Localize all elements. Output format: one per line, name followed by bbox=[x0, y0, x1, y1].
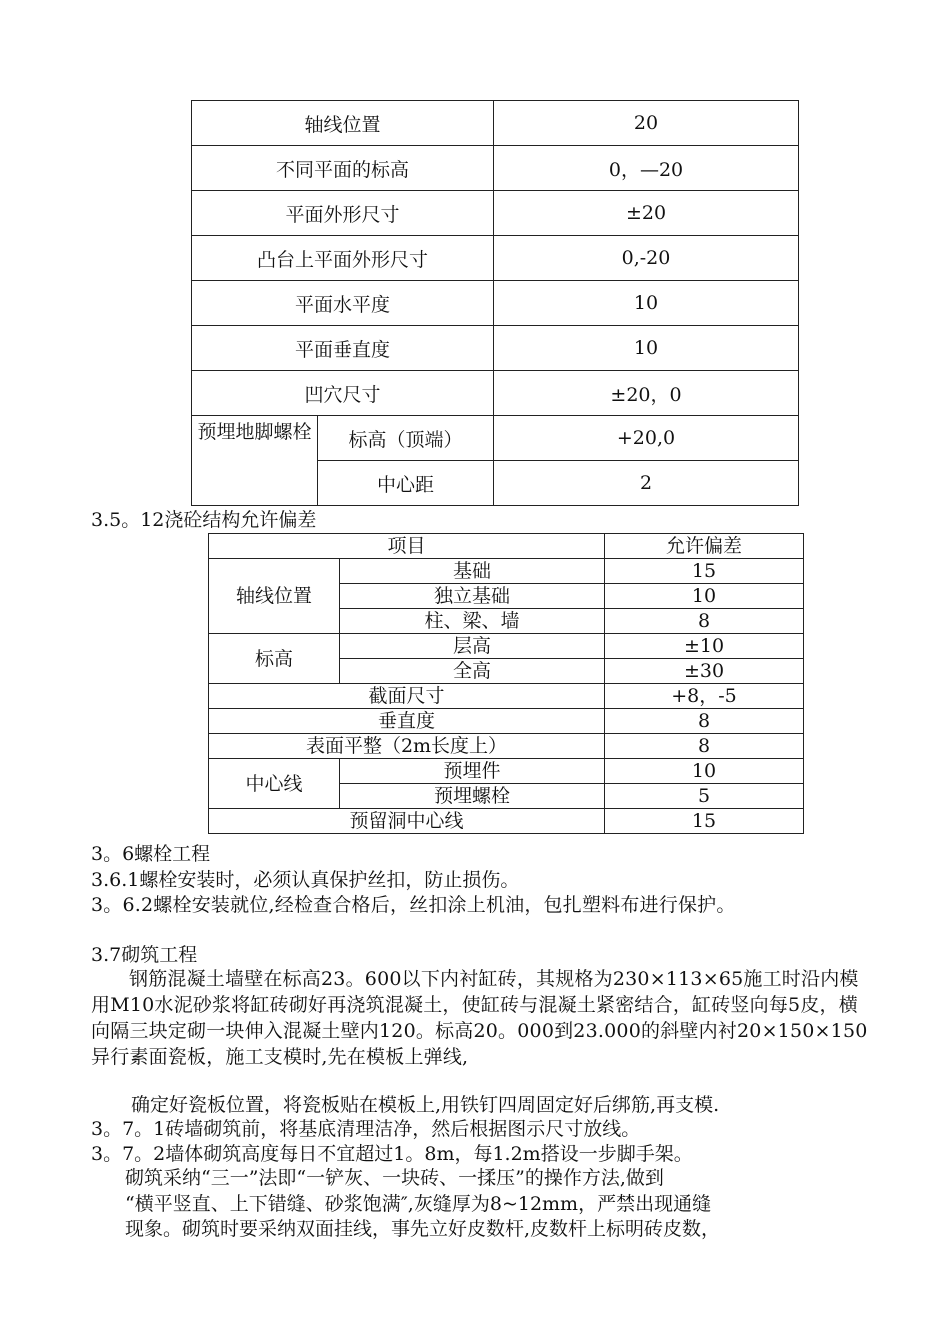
table-row bbox=[192, 416, 799, 461]
table-cell: 独立基础 bbox=[340, 584, 605, 609]
table-row bbox=[192, 146, 799, 191]
table-row bbox=[192, 101, 799, 146]
table-cell: 10 bbox=[494, 281, 799, 326]
paragraph: 3。7。1砖墙砌筑前，将基底清理洁净，然后根据图示尺寸放线。 bbox=[91, 1118, 641, 1140]
table-group-cell: 中心线 bbox=[209, 759, 340, 809]
table-cell: 10 bbox=[605, 584, 804, 609]
table-cell: 10 bbox=[605, 759, 804, 784]
table-cell: 8 bbox=[605, 609, 804, 634]
table-cell: 10 bbox=[494, 326, 799, 371]
table-cell: 20 bbox=[494, 101, 799, 146]
table-row bbox=[209, 734, 804, 759]
table-row bbox=[192, 326, 799, 371]
table-cell: 预埋螺栓 bbox=[340, 784, 605, 809]
table-cell: 8 bbox=[605, 709, 804, 734]
table-cell: 15 bbox=[605, 809, 804, 834]
table-cell: 平面垂直度 bbox=[192, 326, 494, 371]
table-cell: 8 bbox=[605, 734, 804, 759]
table-cell: 柱、梁、墙 bbox=[340, 609, 605, 634]
table-row bbox=[192, 191, 799, 236]
table-cell: 平面外形尺寸 bbox=[192, 191, 494, 236]
table-cell: 2 bbox=[494, 461, 799, 506]
table-row bbox=[209, 759, 804, 784]
table-cell: 平面水平度 bbox=[192, 281, 494, 326]
table-cell: 层高 bbox=[340, 634, 605, 659]
table-cell: 轴线位置 bbox=[192, 101, 494, 146]
table-group-cell: 轴线位置 bbox=[209, 559, 340, 634]
paragraph: 3。7。2墙体砌筑高度每日不宜超过1。8m，每1.2m搭设一步脚手架。 bbox=[91, 1143, 693, 1165]
table-cell: 表面平整（2m长度上） bbox=[209, 734, 605, 759]
concrete-tolerance-table bbox=[208, 533, 804, 834]
table-cell: 标高（顶端） bbox=[318, 416, 494, 461]
table-cell: 0,-20 bbox=[494, 236, 799, 281]
table-cell: 垂直度 bbox=[209, 709, 605, 734]
table-row bbox=[209, 809, 804, 834]
table-row bbox=[192, 236, 799, 281]
paragraph: 确定好瓷板位置，将瓷板贴在模板上,用铁钉四周固定好后绑筋,再支模. bbox=[131, 1094, 720, 1116]
header-cell-item: 项目 bbox=[209, 534, 605, 559]
section-heading: 3.5。12浇砼结构允许偏差 bbox=[91, 509, 317, 531]
table-row bbox=[209, 634, 804, 659]
table-cell: ±30 bbox=[605, 659, 804, 684]
table-cell: +20,0 bbox=[494, 416, 799, 461]
table-cell: 中心距 bbox=[318, 461, 494, 506]
table-cell: 预埋件 bbox=[340, 759, 605, 784]
table-row bbox=[209, 709, 804, 734]
table-row bbox=[192, 371, 799, 416]
section-heading: 3。6螺栓工程 bbox=[91, 843, 211, 865]
table-group-cell: 标高 bbox=[209, 634, 340, 684]
table-row bbox=[209, 559, 804, 584]
header-cell-tolerance: 允许偏差 bbox=[605, 534, 804, 559]
table-row bbox=[192, 281, 799, 326]
paragraph: 钢筋混凝土墙壁在标高23。600以下内衬缸砖，其规格为230×113×65施工时沿内模用M10水泥砂浆将缸砖砌好再浇筑混凝土，使缸砖与混凝土紧密结合，缸砖竖向每5皮，横向隔三块定砌一块伸入混凝土壁内120。标高20。000到23.000的斜壁内衬20×150×150异行素面瓷板，施工支模时,先在模板上弹线, bbox=[91, 968, 868, 1068]
paragraph-line: “横平竖直、上下错缝、砂浆饱满″,灰缝厚为8~12mm，严禁出现通缝 bbox=[125, 1193, 712, 1215]
section-heading: 3.7砌筑工程 bbox=[91, 944, 198, 966]
table-cell: ±20 bbox=[494, 191, 799, 236]
table-cell: 预留洞中心线 bbox=[209, 809, 605, 834]
table-cell: 截面尺寸 bbox=[209, 684, 605, 709]
table-cell: ±10 bbox=[605, 634, 804, 659]
tolerance-table-embedded bbox=[191, 100, 799, 506]
table-cell: 凸台上平面外形尺寸 bbox=[192, 236, 494, 281]
table-header-row bbox=[209, 534, 804, 559]
table-cell: 凹穴尺寸 bbox=[192, 371, 494, 416]
paragraph: 3。6.2螺栓安装就位,经检查合格后，丝扣涂上机油，包扎塑料布进行保护。 bbox=[91, 894, 736, 916]
table-cell: 0，—20 bbox=[494, 146, 799, 191]
table-cell: ±20，0 bbox=[494, 371, 799, 416]
table-cell: +8，-5 bbox=[605, 684, 804, 709]
table-row bbox=[209, 684, 804, 709]
table-cell: 基础 bbox=[340, 559, 605, 584]
paragraph: 3.6.1螺栓安装时，必须认真保护丝扣，防止损伤。 bbox=[91, 869, 520, 891]
paragraph-line: 砌筑采纳“三一”法即“一铲灰、一块砖、一揉压”的操作方法,做到 bbox=[125, 1167, 664, 1189]
table-cell: 5 bbox=[605, 784, 804, 809]
table-cell: 全高 bbox=[340, 659, 605, 684]
table-group-cell: 预埋地脚螺栓 bbox=[192, 416, 318, 506]
table-cell: 15 bbox=[605, 559, 804, 584]
table-cell: 不同平面的标高 bbox=[192, 146, 494, 191]
paragraph-line: 现象。砌筑时要采纳双面挂线，事先立好皮数杆,皮数杆上标明砖皮数， bbox=[125, 1218, 721, 1240]
